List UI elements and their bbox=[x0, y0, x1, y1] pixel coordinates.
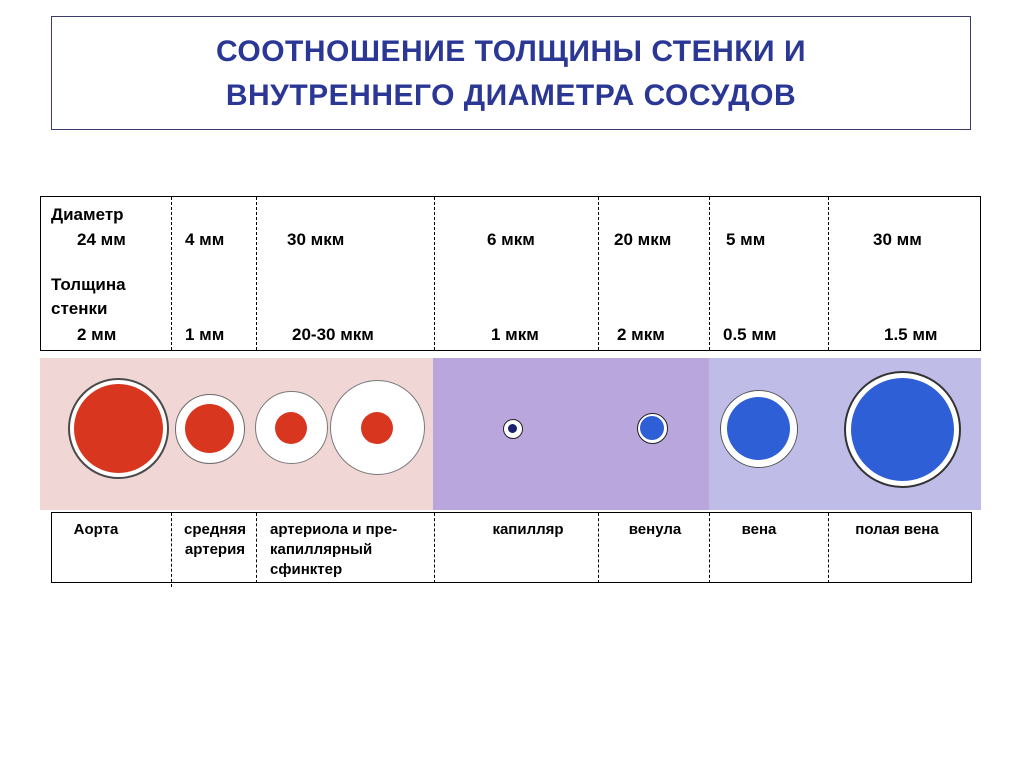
precapillary-sphincter-wall bbox=[330, 380, 425, 475]
title-line-1: СООТНОШЕНИЕ ТОЛЩИНЫ СТЕНКИ И bbox=[215, 35, 807, 68]
parameters-table bbox=[40, 196, 981, 351]
name-arteriole-sphincter: артериола и пре- капиллярный сфинктер bbox=[270, 521, 398, 578]
diameter-vena-cava: 30 мм bbox=[873, 230, 922, 249]
capillary-band bbox=[433, 358, 709, 510]
separator-4-top bbox=[598, 197, 599, 350]
aorta-lumen bbox=[74, 384, 163, 473]
separator-6-bottom bbox=[828, 513, 829, 583]
diameter-vein: 5 мм bbox=[726, 230, 766, 249]
diameter-label: Диаметр bbox=[51, 205, 124, 224]
diameter-venule: 20 мкм bbox=[614, 230, 672, 249]
vein-lumen bbox=[727, 397, 790, 460]
separator-5-bottom bbox=[709, 513, 710, 583]
names-table bbox=[51, 512, 972, 583]
vena-cava-lumen bbox=[851, 378, 954, 481]
separator-5-top bbox=[709, 197, 710, 350]
separator-1-bottom bbox=[171, 513, 172, 587]
middle-artery-lumen bbox=[185, 404, 234, 453]
name-capillary: капилляр bbox=[492, 521, 564, 538]
wall-label-line-2: стенки bbox=[51, 299, 108, 318]
name-middle-artery: средняя артерия bbox=[184, 521, 246, 558]
vein-wall bbox=[720, 390, 798, 468]
middle-artery-wall bbox=[175, 394, 245, 464]
wall-vena-cava: 1.5 мм bbox=[884, 325, 938, 344]
diameter-aorta: 24 мм bbox=[77, 230, 126, 249]
title-line-2: ВНУТРЕННЕГО ДИАМЕТРА СОСУДОВ bbox=[225, 79, 797, 112]
wall-label-line-1: Толщина bbox=[51, 275, 126, 294]
separator-4-bottom bbox=[598, 513, 599, 583]
wall-capillary: 1 мкм bbox=[491, 325, 539, 344]
diameter-middle-artery: 4 мм bbox=[185, 230, 225, 249]
wall-middle-artery: 1 мм bbox=[185, 325, 225, 344]
name-venule: венула bbox=[628, 521, 682, 538]
title-box bbox=[51, 16, 971, 130]
wall-venule: 2 мкм bbox=[617, 325, 665, 344]
wall-vein: 0.5 мм bbox=[723, 325, 777, 344]
arteriole-lumen bbox=[275, 412, 307, 444]
separator-6-top bbox=[828, 197, 829, 350]
capillary-lumen bbox=[508, 424, 517, 433]
precapillary-sphincter-lumen bbox=[361, 412, 393, 444]
venule-wall bbox=[637, 413, 668, 444]
separator-2-top bbox=[256, 197, 257, 350]
capillary-wall bbox=[503, 419, 523, 439]
separator-3-bottom bbox=[434, 513, 435, 583]
aorta-wall bbox=[68, 378, 169, 479]
wall-arteriole: 20-30 мкм bbox=[292, 325, 374, 344]
venule-lumen bbox=[640, 416, 664, 440]
wall-aorta: 2 мм bbox=[77, 325, 117, 344]
name-vein: вена bbox=[741, 521, 777, 538]
arteriole-wall bbox=[255, 391, 328, 464]
vena-cava-wall bbox=[844, 371, 961, 488]
separator-3-top bbox=[434, 197, 435, 350]
diameter-capillary: 6 мкм bbox=[487, 230, 535, 249]
separator-2-bottom bbox=[256, 513, 257, 583]
diameter-arteriole: 30 мкм bbox=[287, 230, 345, 249]
separator-1-top bbox=[171, 197, 172, 350]
name-vena-cava: полая вена bbox=[855, 521, 939, 538]
name-aorta: Аорта bbox=[73, 521, 119, 538]
